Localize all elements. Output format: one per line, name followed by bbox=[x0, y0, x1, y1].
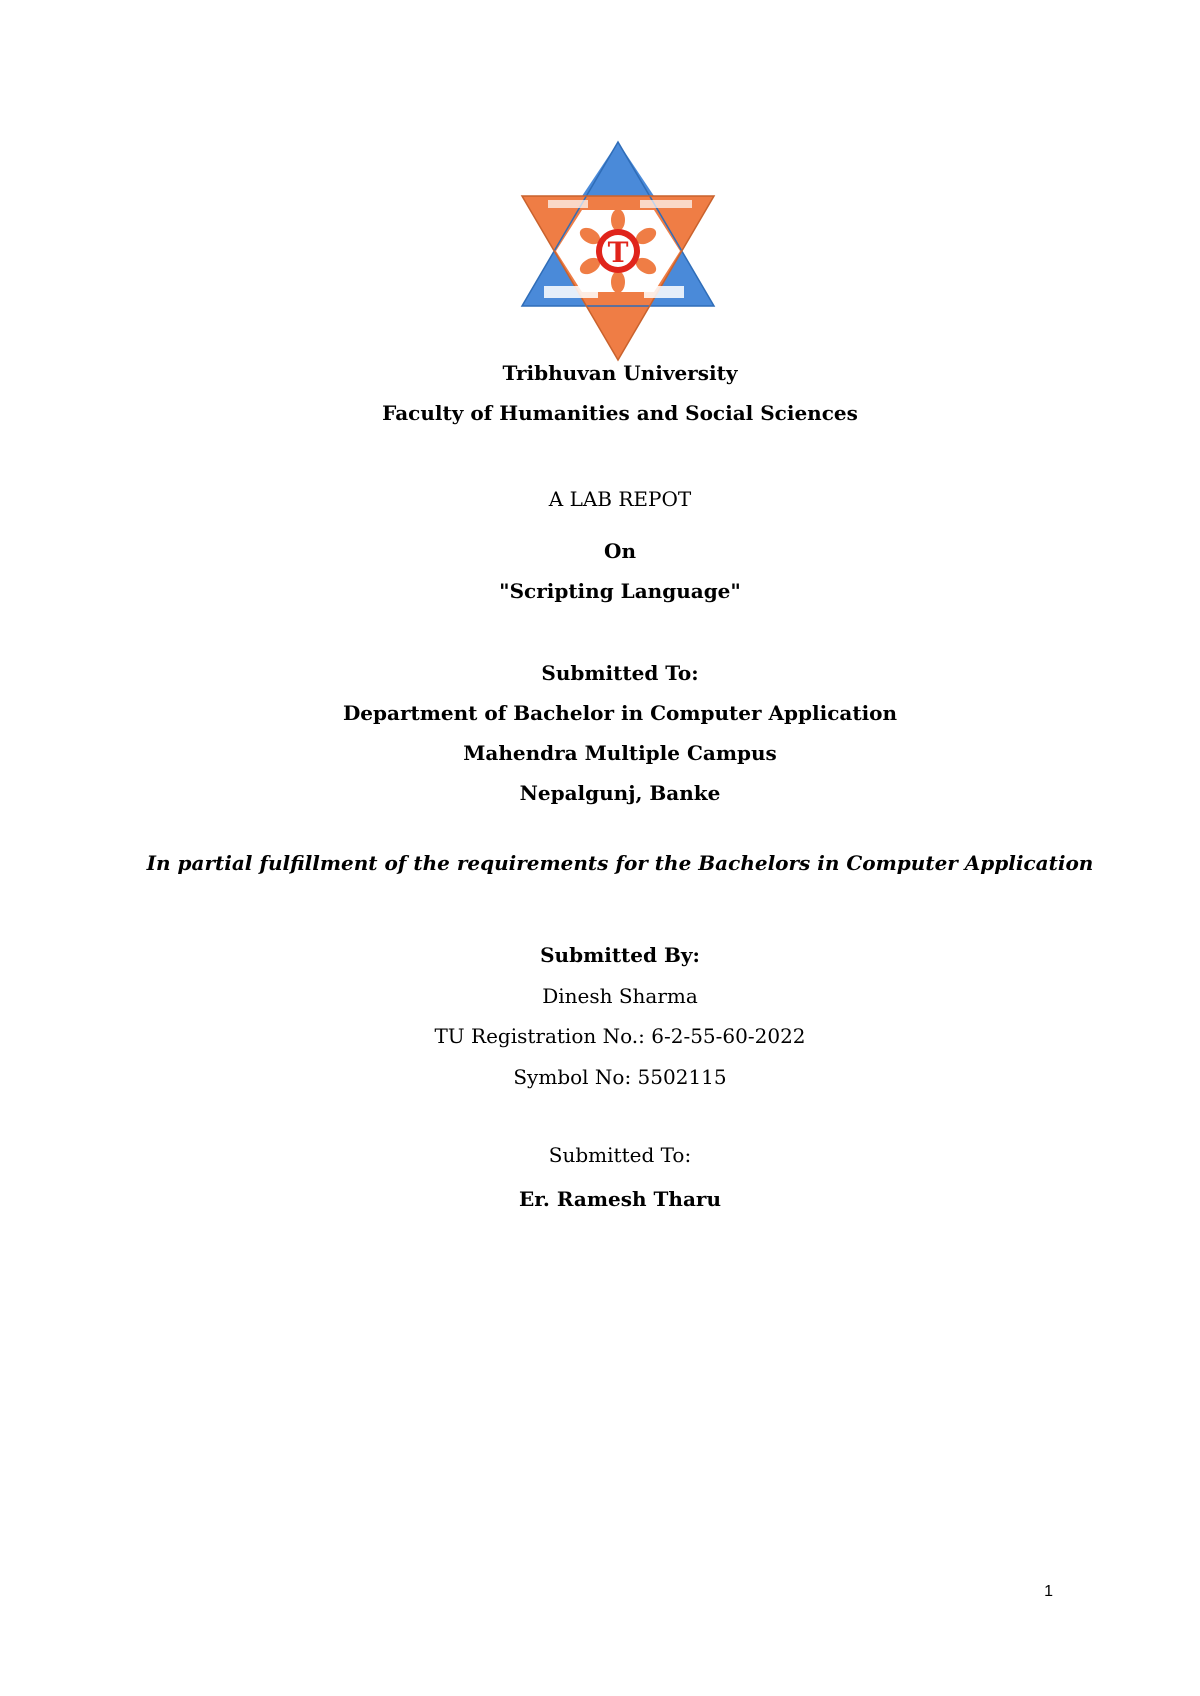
fulfillment-statement: In partial fulfillment of the requirements for the Bachelors in Computer Application bbox=[146, 851, 1094, 875]
campus-location: Nepalgunj, Banke bbox=[519, 781, 721, 805]
report-type: A LAB REPOT bbox=[548, 487, 692, 511]
faculty-name: Faculty of Humanities and Social Sciences bbox=[382, 401, 858, 425]
teacher-name: Er. Ramesh Tharu bbox=[518, 1187, 722, 1211]
report-subject: "Scripting Language" bbox=[499, 579, 741, 603]
student-name: Dinesh Sharma bbox=[542, 984, 698, 1008]
registration-number: TU Registration No.: 6-2-55-60-2022 bbox=[434, 1024, 806, 1048]
page-number: 1 bbox=[1044, 1583, 1053, 1600]
department-name: Department of Bachelor in Computer Application bbox=[342, 701, 898, 725]
submitted-to-label: Submitted To: bbox=[548, 1143, 692, 1167]
submitted-by-heading: Submitted By: bbox=[540, 943, 700, 967]
university-name: Tribhuvan University bbox=[502, 361, 738, 385]
on-label: On bbox=[604, 539, 636, 563]
campus-name: Mahendra Multiple Campus bbox=[463, 741, 777, 765]
submitted-to-heading: Submitted To: bbox=[541, 661, 699, 685]
tribhuvan-university-logo bbox=[520, 140, 716, 362]
svg-text:T: T bbox=[607, 236, 629, 269]
symbol-number: Symbol No: 5502115 bbox=[513, 1065, 727, 1089]
